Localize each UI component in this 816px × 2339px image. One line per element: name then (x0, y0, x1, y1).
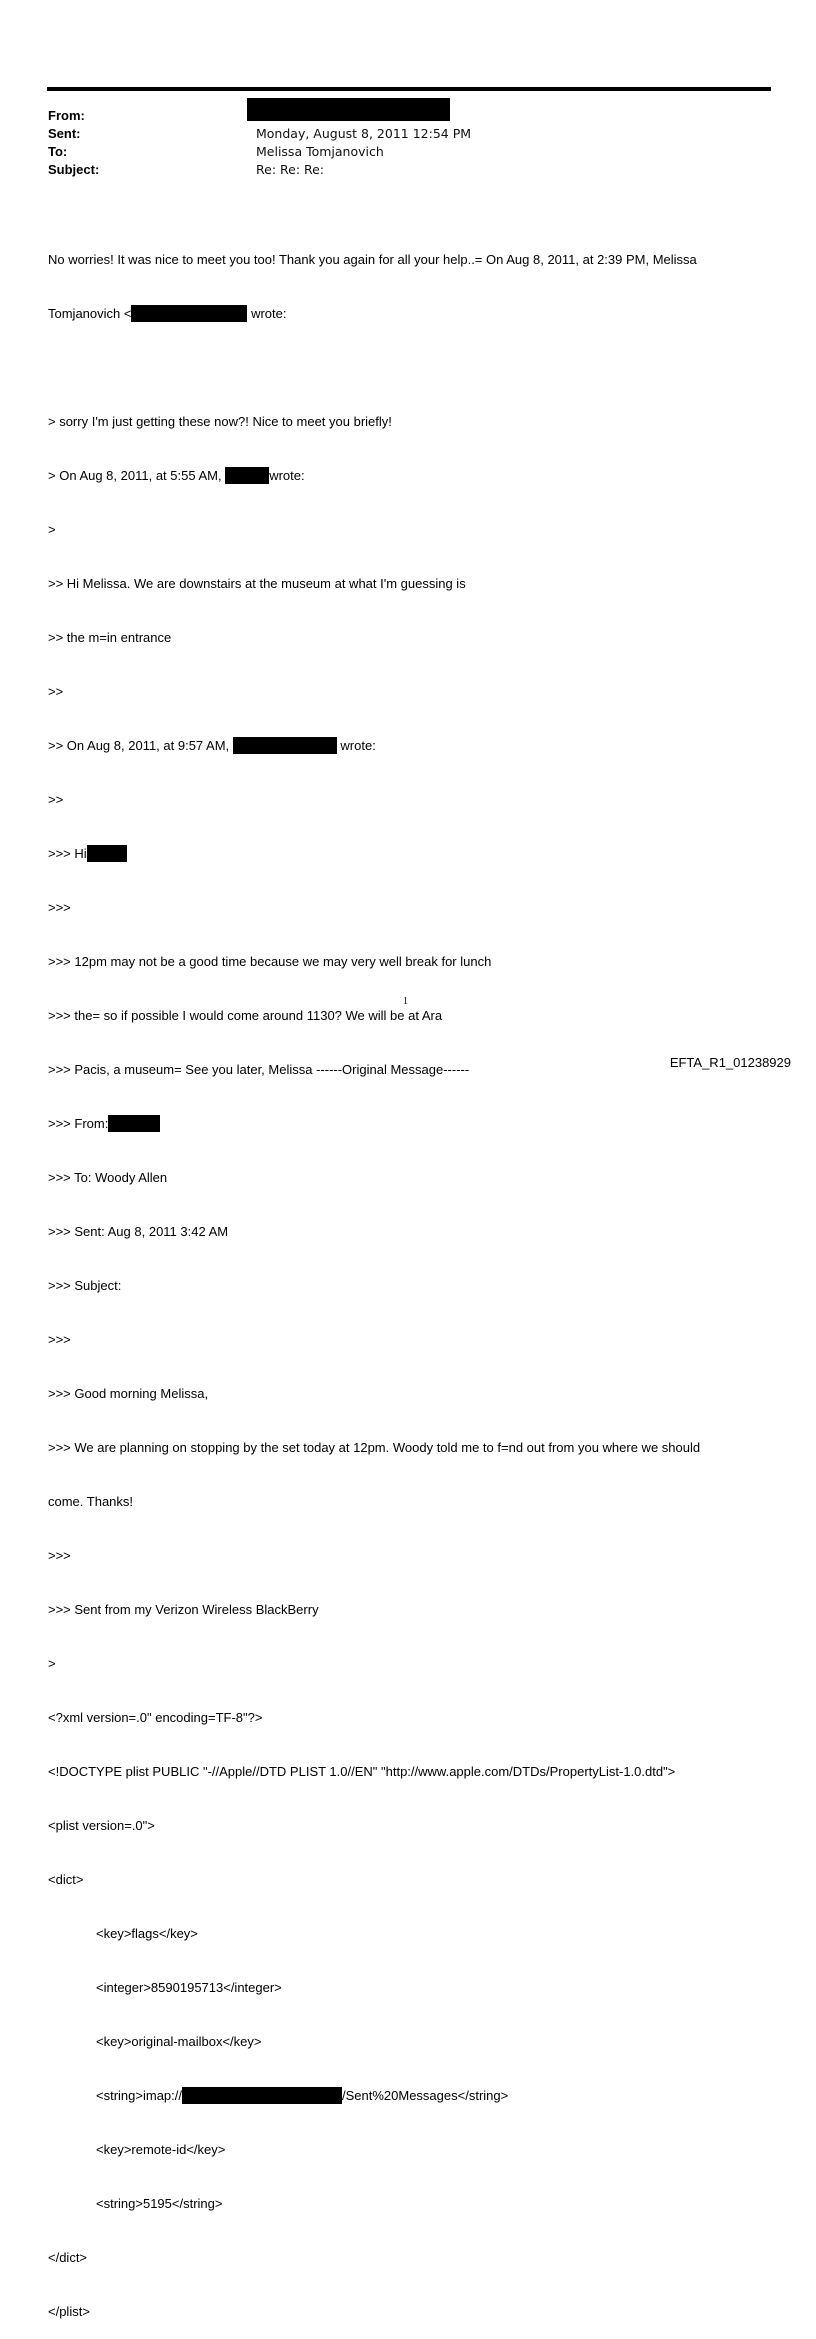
body-line: >>> To: Woody Allen (48, 1170, 168, 1185)
subject-label: Subject: (48, 162, 100, 177)
body-line (48, 1979, 748, 1997)
body-text: wrote: (340, 738, 376, 753)
redacted-block (131, 305, 247, 322)
body-line: >> the m=in entrance (48, 630, 172, 645)
body-line (48, 305, 748, 323)
body-line: >>> Sent: Aug 8, 2011 3:42 AM (48, 1224, 229, 1239)
body-line (48, 467, 748, 485)
email-header (48, 107, 768, 179)
blank-line (48, 359, 748, 377)
redacted-block (182, 2087, 342, 2104)
body-text: <key>remote-id</key> (96, 2142, 226, 2157)
redacted-block (247, 98, 450, 121)
body-line: <?xml version=.0" encoding=TF-8"?> (48, 1710, 263, 1725)
body-line (48, 2087, 748, 2105)
body-text: /Sent%20Messages</string> (342, 2088, 509, 2103)
body-text: >> On Aug 8, 2011, at 9:57 AM, (48, 738, 230, 753)
to-value: Melissa Tomjanovich (256, 144, 384, 159)
body-line: >> Hi Melissa. We are downstairs at the museum at what I'm guessing is (48, 576, 466, 591)
body-line: >>> (48, 1548, 71, 1563)
body-line (48, 1925, 748, 1943)
subject-row (48, 161, 768, 179)
body-line: <!DOCTYPE plist PUBLIC "-//Apple//DTD PLIST 1.0//EN" "http://www.apple.com/DTDs/PropertyList-1.0.dtd"> (48, 1764, 676, 1779)
body-text: <string>imap:// (96, 2088, 182, 2103)
body-line: No worries! It was nice to meet you too! Thank you again for all your help..= On Aug 8, 2011, at 2:39 PM, Melissa (48, 252, 697, 267)
body-line: > sorry I'm just getting these now?! Nice to meet you briefly! (48, 414, 392, 429)
body-line: <plist version=.0"> (48, 1818, 155, 1833)
body-line (48, 1115, 748, 1133)
email-body (48, 215, 748, 2339)
body-line (48, 845, 748, 863)
body-line: >>> We are planning on stopping by the set today at 12pm. Woody told me to f=nd out from you where we should (48, 1440, 701, 1455)
body-line (48, 2141, 748, 2159)
header-rule (47, 87, 771, 91)
body-text: wrote: (251, 306, 287, 321)
page-number: 1 (403, 996, 408, 1007)
body-line: > (48, 1656, 56, 1671)
document-id: EFTA_R1_01238929 (669, 1055, 791, 1070)
subject-value: Re: Re: Re: (256, 162, 325, 177)
body-text: <key>original-mailbox</key> (96, 2034, 262, 2049)
body-line: >>> (48, 900, 71, 915)
to-label: To: (48, 144, 68, 159)
body-line: </dict> (48, 2250, 88, 2265)
sent-value: Monday, August 8, 2011 12:54 PM (256, 126, 472, 141)
body-line (48, 737, 748, 755)
body-line: >>> Sent from my Verizon Wireless BlackBerry (48, 1602, 319, 1617)
redacted-block (225, 467, 269, 484)
body-text: Tomjanovich < (48, 306, 132, 321)
body-line (48, 2195, 748, 2213)
body-text: <string>5195</string> (96, 2196, 223, 2211)
body-text: wrote: (269, 468, 305, 483)
body-text: <key>flags</key> (96, 1926, 198, 1941)
sent-row (48, 125, 768, 143)
body-text: >>> From: (48, 1116, 109, 1131)
body-line: >>> Pacis, a museum= See you later, Melissa ------Original Message------ (48, 1062, 470, 1077)
body-text: >>> Hi (48, 846, 87, 861)
body-line: >>> Subject: (48, 1278, 122, 1293)
redacted-block (87, 845, 127, 862)
body-line: > (48, 522, 56, 537)
body-line: >>> 12pm may not be a good time because we may very well break for lunch (48, 954, 492, 969)
body-line: >>> (48, 1332, 71, 1347)
body-line: >>> Good morning Melissa, (48, 1386, 209, 1401)
to-row (48, 143, 768, 161)
body-text: > On Aug 8, 2011, at 5:55 AM, (48, 468, 222, 483)
redacted-block (233, 737, 337, 754)
body-line (48, 2033, 748, 2051)
from-row (48, 107, 768, 125)
body-line: come. Thanks! (48, 1494, 134, 1509)
redacted-block (108, 1115, 160, 1132)
body-line: >> (48, 792, 64, 807)
body-line: >> (48, 684, 64, 699)
body-line: </plist> (48, 2304, 90, 2319)
body-text: <integer>8590195713</integer> (96, 1980, 282, 1995)
from-label: From: (48, 108, 85, 123)
body-line: >>> the= so if possible I would come around 1130? We will be at Ara (48, 1008, 443, 1023)
body-line: <dict> (48, 1872, 84, 1887)
sent-label: Sent: (48, 126, 81, 141)
